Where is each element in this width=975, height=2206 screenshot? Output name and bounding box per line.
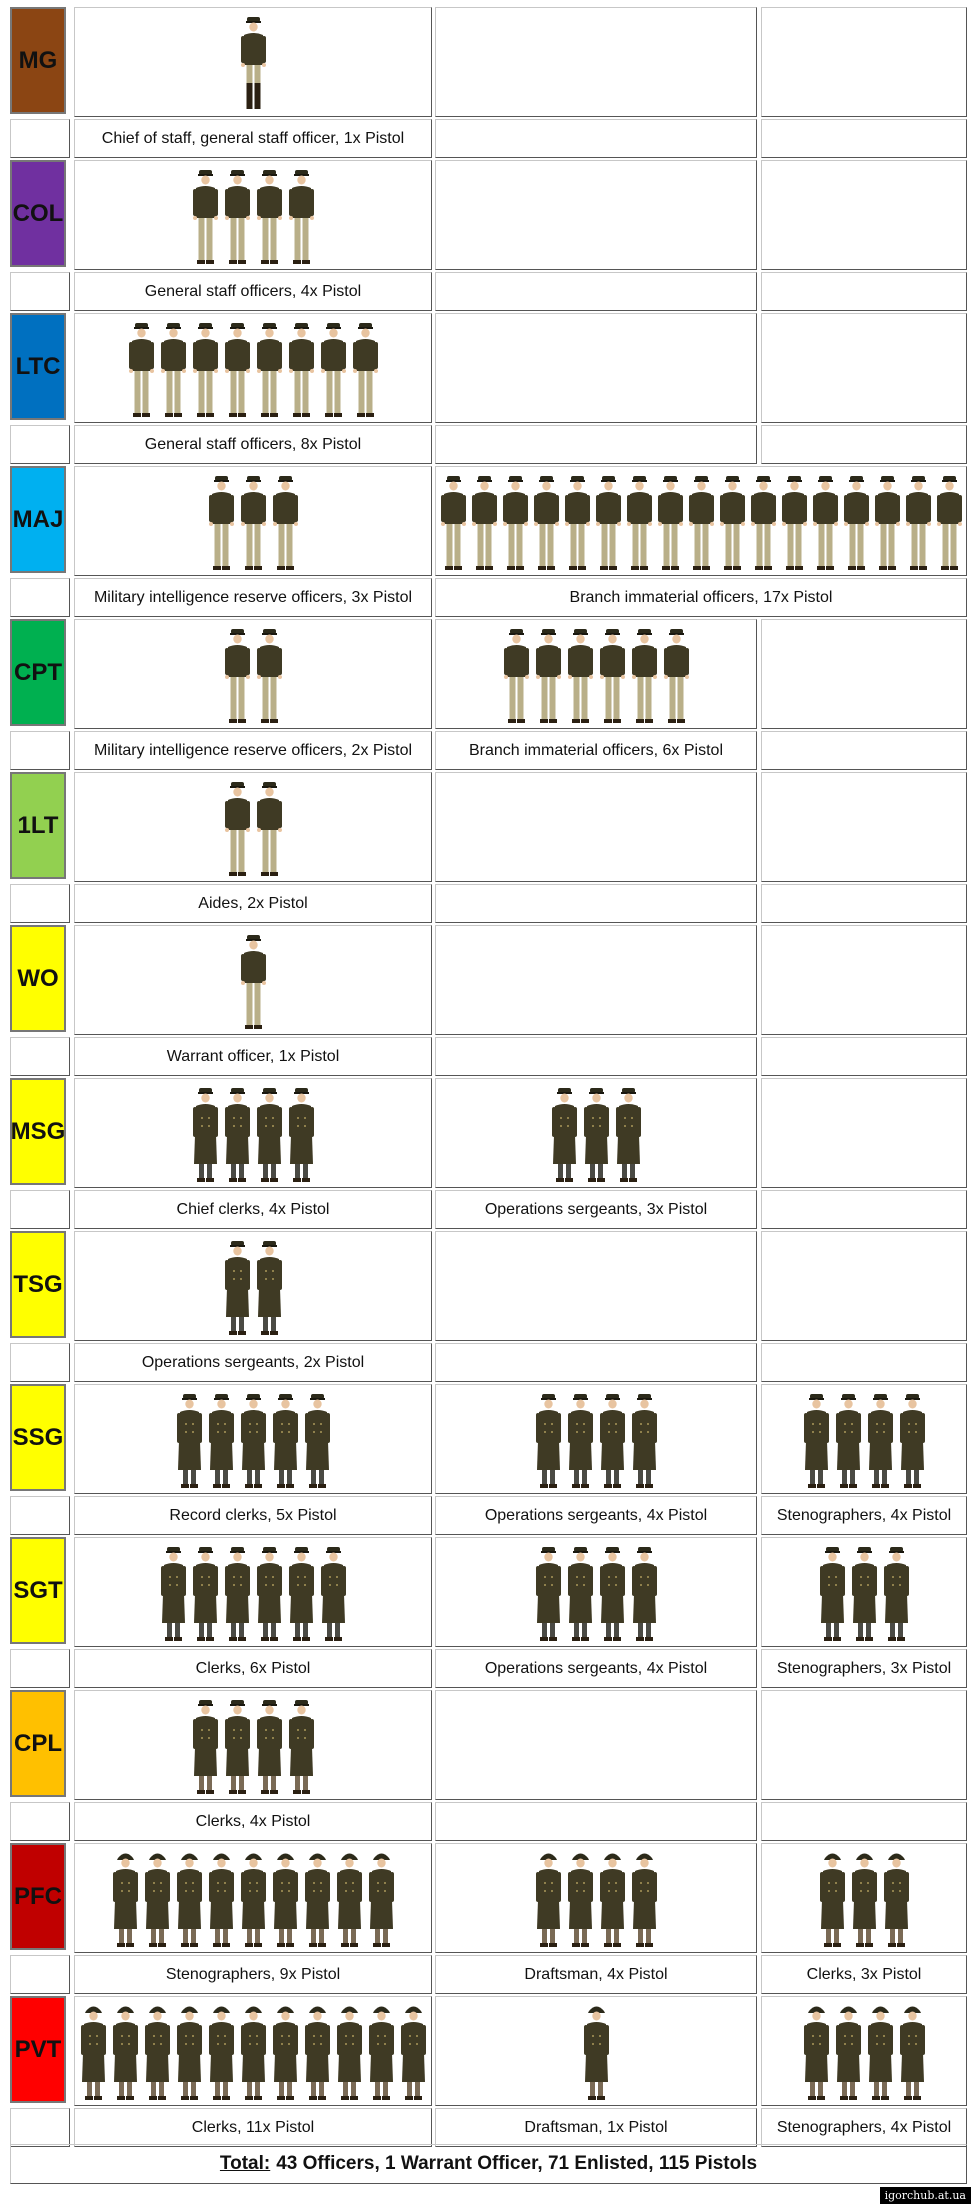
soldier-figure bbox=[240, 1849, 267, 1948]
soldier-figure bbox=[835, 1390, 862, 1489]
soldier-figure bbox=[631, 1390, 658, 1489]
figure-cell bbox=[74, 313, 432, 423]
caption-cell bbox=[435, 884, 757, 923]
blank-cell bbox=[10, 1037, 70, 1076]
soldier-figure bbox=[599, 1849, 626, 1948]
soldier-figure bbox=[819, 1543, 846, 1642]
soldier-figure bbox=[240, 931, 267, 1030]
soldier-figure bbox=[352, 319, 379, 418]
caption-cell: Branch immaterial officers, 6x Pistol bbox=[435, 731, 757, 770]
caption-cell bbox=[761, 1343, 967, 1382]
soldier-figure bbox=[208, 472, 235, 571]
caption-cell: Operations sergeants, 3x Pistol bbox=[435, 1190, 757, 1229]
caption-cell: Clerks, 3x Pistol bbox=[761, 1955, 967, 1994]
soldier-figure bbox=[812, 472, 839, 571]
caption-cell: Clerks, 11x Pistol bbox=[74, 2108, 432, 2147]
caption-cell: Operations sergeants, 2x Pistol bbox=[74, 1343, 432, 1382]
figure-cell bbox=[435, 1996, 757, 2106]
soldier-figure bbox=[144, 1849, 171, 1948]
figure-cell bbox=[435, 772, 757, 882]
figure-cell bbox=[761, 1996, 967, 2106]
soldier-figure bbox=[160, 319, 187, 418]
caption-cell: Draftsman, 1x Pistol bbox=[435, 2108, 757, 2147]
caption-cell bbox=[435, 272, 757, 311]
rank-badge: LTC bbox=[10, 313, 66, 420]
figure-cell bbox=[74, 1537, 432, 1647]
soldier-figure bbox=[192, 1084, 219, 1183]
soldier-figure bbox=[112, 2002, 139, 2101]
blank-cell bbox=[10, 884, 70, 923]
soldier-figure bbox=[567, 1390, 594, 1489]
soldier-figure bbox=[192, 1696, 219, 1795]
total-row bbox=[10, 2144, 967, 2184]
rank-row-pfc bbox=[10, 1843, 967, 1996]
figure-cell bbox=[74, 772, 432, 882]
figure-cell bbox=[761, 1384, 967, 1494]
figure-cell bbox=[435, 160, 757, 270]
soldier-figure bbox=[899, 1390, 926, 1489]
blank-cell bbox=[10, 272, 70, 311]
soldier-figure bbox=[851, 1849, 878, 1948]
soldier-figure bbox=[160, 1543, 187, 1642]
soldier-figure bbox=[819, 1849, 846, 1948]
soldier-figure bbox=[144, 2002, 171, 2101]
soldier-figure bbox=[224, 1543, 251, 1642]
soldier-figure bbox=[256, 166, 283, 265]
rank-row-tsg bbox=[10, 1231, 967, 1384]
rank-badge: CPL bbox=[10, 1690, 66, 1797]
caption-cell bbox=[435, 1802, 757, 1841]
figure-cell bbox=[74, 1231, 432, 1341]
caption-cell: Chief clerks, 4x Pistol bbox=[74, 1190, 432, 1229]
soldier-figure bbox=[272, 1390, 299, 1489]
caption-cell: Military intelligence reserve officers, 2x Pistol bbox=[74, 731, 432, 770]
rank-row-cpl bbox=[10, 1690, 967, 1843]
caption-cell bbox=[761, 731, 967, 770]
soldier-figure bbox=[471, 472, 498, 571]
soldier-figure bbox=[835, 2002, 862, 2101]
caption-cell: Operations sergeants, 4x Pistol bbox=[435, 1496, 757, 1535]
blank-cell bbox=[10, 425, 70, 464]
soldier-figure bbox=[564, 472, 591, 571]
caption-cell bbox=[761, 1037, 967, 1076]
soldier-figure bbox=[304, 2002, 331, 2101]
soldier-figure bbox=[208, 1390, 235, 1489]
caption-cell: Chief of staff, general staff officer, 1x Pistol bbox=[74, 119, 432, 158]
blank-cell bbox=[10, 119, 70, 158]
soldier-figure bbox=[192, 1543, 219, 1642]
figure-cell bbox=[435, 925, 757, 1035]
figure-cell bbox=[435, 1537, 757, 1647]
caption-cell: General staff officers, 8x Pistol bbox=[74, 425, 432, 464]
caption-cell bbox=[761, 119, 967, 158]
soldier-figure bbox=[240, 1390, 267, 1489]
figure-cell bbox=[74, 7, 432, 117]
soldier-figure bbox=[599, 625, 626, 724]
soldier-figure bbox=[503, 625, 530, 724]
soldier-figure bbox=[272, 2002, 299, 2101]
figure-cell bbox=[761, 1690, 967, 1800]
rank-badge: MG bbox=[10, 7, 66, 114]
caption-cell bbox=[435, 1343, 757, 1382]
caption-cell bbox=[761, 884, 967, 923]
soldier-figure bbox=[192, 319, 219, 418]
caption-cell: Aides, 2x Pistol bbox=[74, 884, 432, 923]
soldier-figure bbox=[272, 472, 299, 571]
figure-cell bbox=[74, 1078, 432, 1188]
caption-cell bbox=[761, 272, 967, 311]
soldier-figure bbox=[688, 472, 715, 571]
figure-cell bbox=[435, 1690, 757, 1800]
caption-cell: Operations sergeants, 4x Pistol bbox=[435, 1649, 757, 1688]
soldier-figure bbox=[224, 1237, 251, 1336]
caption-cell: Clerks, 6x Pistol bbox=[74, 1649, 432, 1688]
soldier-figure bbox=[288, 166, 315, 265]
soldier-figure bbox=[256, 778, 283, 877]
figure-cell bbox=[761, 160, 967, 270]
soldier-figure bbox=[176, 1390, 203, 1489]
soldier-figure bbox=[336, 2002, 363, 2101]
rank-row-pvt bbox=[10, 1996, 967, 2149]
soldier-figure bbox=[304, 1390, 331, 1489]
total-label: Total: bbox=[219, 2153, 271, 2174]
soldier-figure bbox=[867, 2002, 894, 2101]
soldier-figure bbox=[533, 472, 560, 571]
soldier-figure bbox=[719, 472, 746, 571]
soldier-figure bbox=[663, 625, 690, 724]
soldier-figure bbox=[883, 1849, 910, 1948]
figure-cell bbox=[761, 7, 967, 117]
soldier-figure bbox=[899, 2002, 926, 2101]
rank-badge: SSG bbox=[10, 1384, 66, 1491]
caption-cell: Stenographers, 4x Pistol bbox=[761, 1496, 967, 1535]
soldier-figure bbox=[400, 2002, 427, 2101]
rank-row-cpt bbox=[10, 619, 967, 772]
soldier-figure bbox=[368, 1849, 395, 1948]
soldier-figure bbox=[583, 2002, 610, 2101]
rank-row-wo bbox=[10, 925, 967, 1078]
soldier-figure bbox=[567, 1543, 594, 1642]
figure-cell bbox=[761, 619, 967, 729]
soldier-figure bbox=[288, 319, 315, 418]
soldier-figure bbox=[535, 1849, 562, 1948]
blank-cell bbox=[10, 2108, 70, 2147]
blank-cell bbox=[10, 1496, 70, 1535]
soldier-figure bbox=[240, 472, 267, 571]
soldier-figure bbox=[112, 1849, 139, 1948]
soldier-figure bbox=[874, 472, 901, 571]
rank-badge: SGT bbox=[10, 1537, 66, 1644]
soldier-figure bbox=[256, 1696, 283, 1795]
blank-cell bbox=[10, 731, 70, 770]
soldier-figure bbox=[502, 472, 529, 571]
soldier-figure bbox=[288, 1543, 315, 1642]
caption-cell bbox=[761, 425, 967, 464]
caption-cell: Draftsman, 4x Pistol bbox=[435, 1955, 757, 1994]
soldier-figure bbox=[208, 2002, 235, 2101]
figure-cell bbox=[435, 313, 757, 423]
caption-cell: Record clerks, 5x Pistol bbox=[74, 1496, 432, 1535]
figure-cell bbox=[435, 1843, 757, 1953]
caption-cell: Stenographers, 9x Pistol bbox=[74, 1955, 432, 1994]
soldier-figure bbox=[567, 1849, 594, 1948]
soldier-figure bbox=[867, 1390, 894, 1489]
caption-cell: Stenographers, 3x Pistol bbox=[761, 1649, 967, 1688]
soldier-figure bbox=[256, 319, 283, 418]
soldier-figure bbox=[626, 472, 653, 571]
rank-badge: WO bbox=[10, 925, 66, 1032]
rank-badge: COL bbox=[10, 160, 66, 267]
figure-cell bbox=[74, 925, 432, 1035]
soldier-figure bbox=[256, 1543, 283, 1642]
figure-cell bbox=[435, 1384, 757, 1494]
soldier-figure bbox=[256, 625, 283, 724]
soldier-figure bbox=[631, 1543, 658, 1642]
figure-cell bbox=[435, 466, 967, 576]
soldier-figure bbox=[240, 2002, 267, 2101]
soldier-figure bbox=[905, 472, 932, 571]
soldier-figure bbox=[535, 625, 562, 724]
rank-badge: PVT bbox=[10, 1996, 66, 2103]
soldier-figure bbox=[176, 1849, 203, 1948]
rank-badge: MSG bbox=[10, 1078, 66, 1185]
soldier-figure bbox=[583, 1084, 610, 1183]
soldier-figure bbox=[595, 472, 622, 571]
caption-cell bbox=[435, 119, 757, 158]
rank-badge: PFC bbox=[10, 1843, 66, 1950]
figure-cell bbox=[435, 1078, 757, 1188]
rank-row-msg bbox=[10, 1078, 967, 1231]
blank-cell bbox=[10, 1649, 70, 1688]
soldier-figure bbox=[631, 1849, 658, 1948]
soldier-figure bbox=[224, 319, 251, 418]
soldier-figure bbox=[224, 1696, 251, 1795]
soldier-figure bbox=[615, 1084, 642, 1183]
soldier-figure bbox=[320, 1543, 347, 1642]
soldier-figure bbox=[750, 472, 777, 571]
figure-cell bbox=[74, 1996, 432, 2106]
soldier-figure bbox=[781, 472, 808, 571]
soldier-figure bbox=[224, 166, 251, 265]
blank-cell bbox=[10, 1343, 70, 1382]
soldier-figure bbox=[288, 1696, 315, 1795]
caption-cell bbox=[435, 1037, 757, 1076]
soldier-figure bbox=[535, 1543, 562, 1642]
figure-cell bbox=[761, 1078, 967, 1188]
soldier-figure bbox=[128, 319, 155, 418]
figure-cell bbox=[761, 313, 967, 423]
soldier-figure bbox=[368, 2002, 395, 2101]
figure-cell bbox=[74, 160, 432, 270]
soldier-figure bbox=[851, 1543, 878, 1642]
blank-cell bbox=[10, 578, 70, 617]
soldier-figure bbox=[803, 2002, 830, 2101]
soldier-figure bbox=[224, 1084, 251, 1183]
soldier-figure bbox=[176, 2002, 203, 2101]
soldier-figure bbox=[256, 1084, 283, 1183]
rank-row-ssg bbox=[10, 1384, 967, 1537]
soldier-figure bbox=[535, 1390, 562, 1489]
caption-cell: Stenographers, 4x Pistol bbox=[761, 2108, 967, 2147]
caption-cell: General staff officers, 4x Pistol bbox=[74, 272, 432, 311]
soldier-figure bbox=[192, 166, 219, 265]
soldier-figure bbox=[224, 778, 251, 877]
rank-row-col bbox=[10, 160, 967, 313]
soldier-figure bbox=[599, 1390, 626, 1489]
soldier-figure bbox=[288, 1084, 315, 1183]
soldier-figure bbox=[336, 1849, 363, 1948]
caption-cell: Branch immaterial officers, 17x Pistol bbox=[435, 578, 967, 617]
soldier-figure bbox=[440, 472, 467, 571]
caption-cell: Clerks, 4x Pistol bbox=[74, 1802, 432, 1841]
figure-cell bbox=[435, 619, 757, 729]
rank-badge: MAJ bbox=[10, 466, 66, 573]
figure-cell bbox=[74, 1384, 432, 1494]
figure-cell bbox=[74, 619, 432, 729]
rank-row-maj bbox=[10, 466, 967, 619]
soldier-figure bbox=[240, 13, 267, 112]
figure-cell bbox=[74, 1843, 432, 1953]
soldier-figure bbox=[320, 319, 347, 418]
soldier-figure bbox=[256, 1237, 283, 1336]
soldier-figure bbox=[843, 472, 870, 571]
figure-cell bbox=[74, 466, 432, 576]
figure-cell bbox=[761, 1537, 967, 1647]
soldier-figure bbox=[272, 1849, 299, 1948]
soldier-figure bbox=[304, 1849, 331, 1948]
figure-cell bbox=[761, 925, 967, 1035]
caption-cell bbox=[761, 1802, 967, 1841]
rank-row-ltc bbox=[10, 313, 967, 466]
figure-cell bbox=[761, 1843, 967, 1953]
soldier-figure bbox=[936, 472, 963, 571]
figure-cell bbox=[761, 1231, 967, 1341]
watermark: igorchub.at.ua bbox=[880, 2187, 971, 2204]
rank-row-sgt bbox=[10, 1537, 967, 1690]
caption-cell: Warrant officer, 1x Pistol bbox=[74, 1037, 432, 1076]
rank-row-1lt bbox=[10, 772, 967, 925]
soldier-figure bbox=[599, 1543, 626, 1642]
figure-cell bbox=[74, 1690, 432, 1800]
soldier-figure bbox=[551, 1084, 578, 1183]
blank-cell bbox=[10, 1802, 70, 1841]
rank-badge: TSG bbox=[10, 1231, 66, 1338]
soldier-figure bbox=[883, 1543, 910, 1642]
figure-cell bbox=[435, 1231, 757, 1341]
soldier-figure bbox=[657, 472, 684, 571]
soldier-figure bbox=[567, 625, 594, 724]
figure-cell bbox=[761, 772, 967, 882]
soldier-figure bbox=[208, 1849, 235, 1948]
rank-row-mg bbox=[10, 7, 967, 160]
caption-cell bbox=[435, 425, 757, 464]
rank-badge: CPT bbox=[10, 619, 66, 726]
rank-badge: 1LT bbox=[10, 772, 66, 879]
caption-cell bbox=[761, 1190, 967, 1229]
caption-cell: Military intelligence reserve officers, 3x Pistol bbox=[74, 578, 432, 617]
soldier-figure bbox=[803, 1390, 830, 1489]
soldier-figure bbox=[631, 625, 658, 724]
blank-cell bbox=[10, 1955, 70, 1994]
total-text: 43 Officers, 1 Warrant Officer, 71 Enlisted, 115 Pistols bbox=[276, 2153, 758, 2174]
blank-cell bbox=[10, 1190, 70, 1229]
soldier-figure bbox=[80, 2002, 107, 2101]
soldier-figure bbox=[224, 625, 251, 724]
figure-cell bbox=[435, 7, 757, 117]
